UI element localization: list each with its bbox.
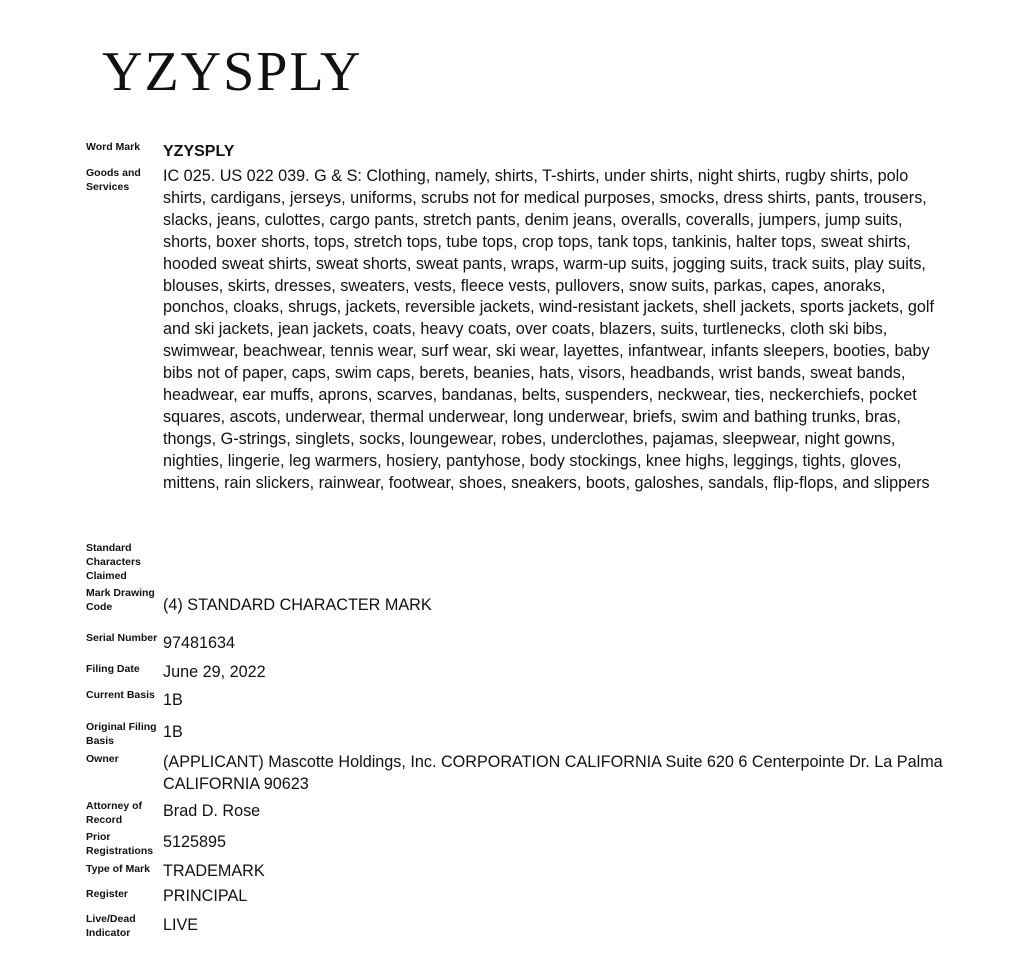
owner-label: Owner (86, 753, 119, 765)
register-value: PRINCIPAL (163, 887, 248, 905)
goods-services-label: Goods and Services (86, 167, 141, 193)
standard-characters-label: Standard Characters Claimed (86, 542, 141, 582)
filing-date-label: Filing Date (86, 663, 140, 675)
prior-registrations-label: Prior Registrations (86, 831, 154, 857)
mark-drawing-image: YZYSPLY (102, 41, 363, 103)
current-basis-value: 1B (163, 691, 183, 709)
word-mark-value: YZYSPLY (163, 143, 235, 160)
attorney-of-record-label: Attorney of Record (86, 800, 142, 826)
goods-services-value: IC 025. US 022 039. G & S: Clothing, namely, shirts, T-shirts, under shirts, night shirts, rugby shirts, polo shirts, cardigans, jerseys, uniforms, scrubs not for medical purposes, smocks, dress shirts, pants, trousers, slacks, jeans, culottes, cargo pants, stretch pants, denim jeans, overalls, coveralls, jumpers, jump suits, shorts, boxer shorts, tops, stretch tops, tube tops, crop tops, tank tops, tankinis, halter tops, sweat shirts, hooded sweat shirts, sweat shorts, sweat pants, wraps, warm-up suits, jogging suits, track suits, play suits, blouses, skirts, dresses, sweaters, vests, fleece vests, pullovers, snow suits, parkas, capes, anoraks, ponchos, cloaks, shrugs, jackets, reversible jackets, wind-resistant jackets, shell jackets, sports jackets, golf and ski jackets, jean jackets, coats, heavy coats, over coats, blazers, suits, turtlenecks, cloth ski bibs, swimwear, beachwear, tennis wear, surf wear, ski wear, layettes, infantwear, infants sleepers, booties, baby bibs not of paper, caps, swim caps, berets, beanies, hats, visors, headbands, wrist bands, sweat bands, headwear, ear muffs, aprons, scarves, bandanas, belts, suspenders, neckwear, ties, neckerchiefs, pocket squares, ascots, underwear, thermal underwear, long underwear, briefs, swim and bathing trunks, bras, thongs, G-strings, singlets, socks, loungewear, robes, underclothes, pajamas, sleepwear, night gowns, nighties, lingerie, leg warmers, hosiery, pantyhose, body stockings, knee highs, leggings, tights, gloves, mittens, rain slickers, rainwear, footwear, shoes, sneakers, boots, galoshes, sandals, flip-flops, and slippers (163, 167, 935, 492)
serial-number-label: Serial Number (86, 632, 158, 644)
type-of-mark-label: Type of Mark (86, 863, 150, 875)
type-of-mark-value: TRADEMARK (163, 862, 265, 880)
prior-registrations-value: 5125895 (163, 833, 227, 851)
word-mark-label: Word Mark (86, 141, 141, 153)
register-label: Register (86, 888, 129, 900)
serial-number-value: 97481634 (163, 634, 236, 652)
mark-drawing-code-label: Mark Drawing Code (86, 587, 155, 613)
live-dead-indicator-value: LIVE (163, 916, 199, 934)
mark-drawing-code-value: (4) STANDARD CHARACTER MARK (163, 596, 432, 614)
live-dead-indicator-label: Live/Dead Indicator (86, 913, 136, 939)
owner-value: (APPLICANT) Mascotte Holdings, Inc. CORPORATION CALIFORNIA Suite 620 6 Centerpointe Dr. La Palma CALIFORNIA 90623 (163, 753, 943, 793)
current-basis-label: Current Basis (86, 689, 155, 701)
filing-date-value: June 29, 2022 (163, 663, 266, 681)
original-filing-basis-label: Original Filing Basis (86, 721, 157, 747)
attorney-of-record-value: Brad D. Rose (163, 802, 261, 820)
original-filing-basis-value: 1B (163, 723, 183, 741)
